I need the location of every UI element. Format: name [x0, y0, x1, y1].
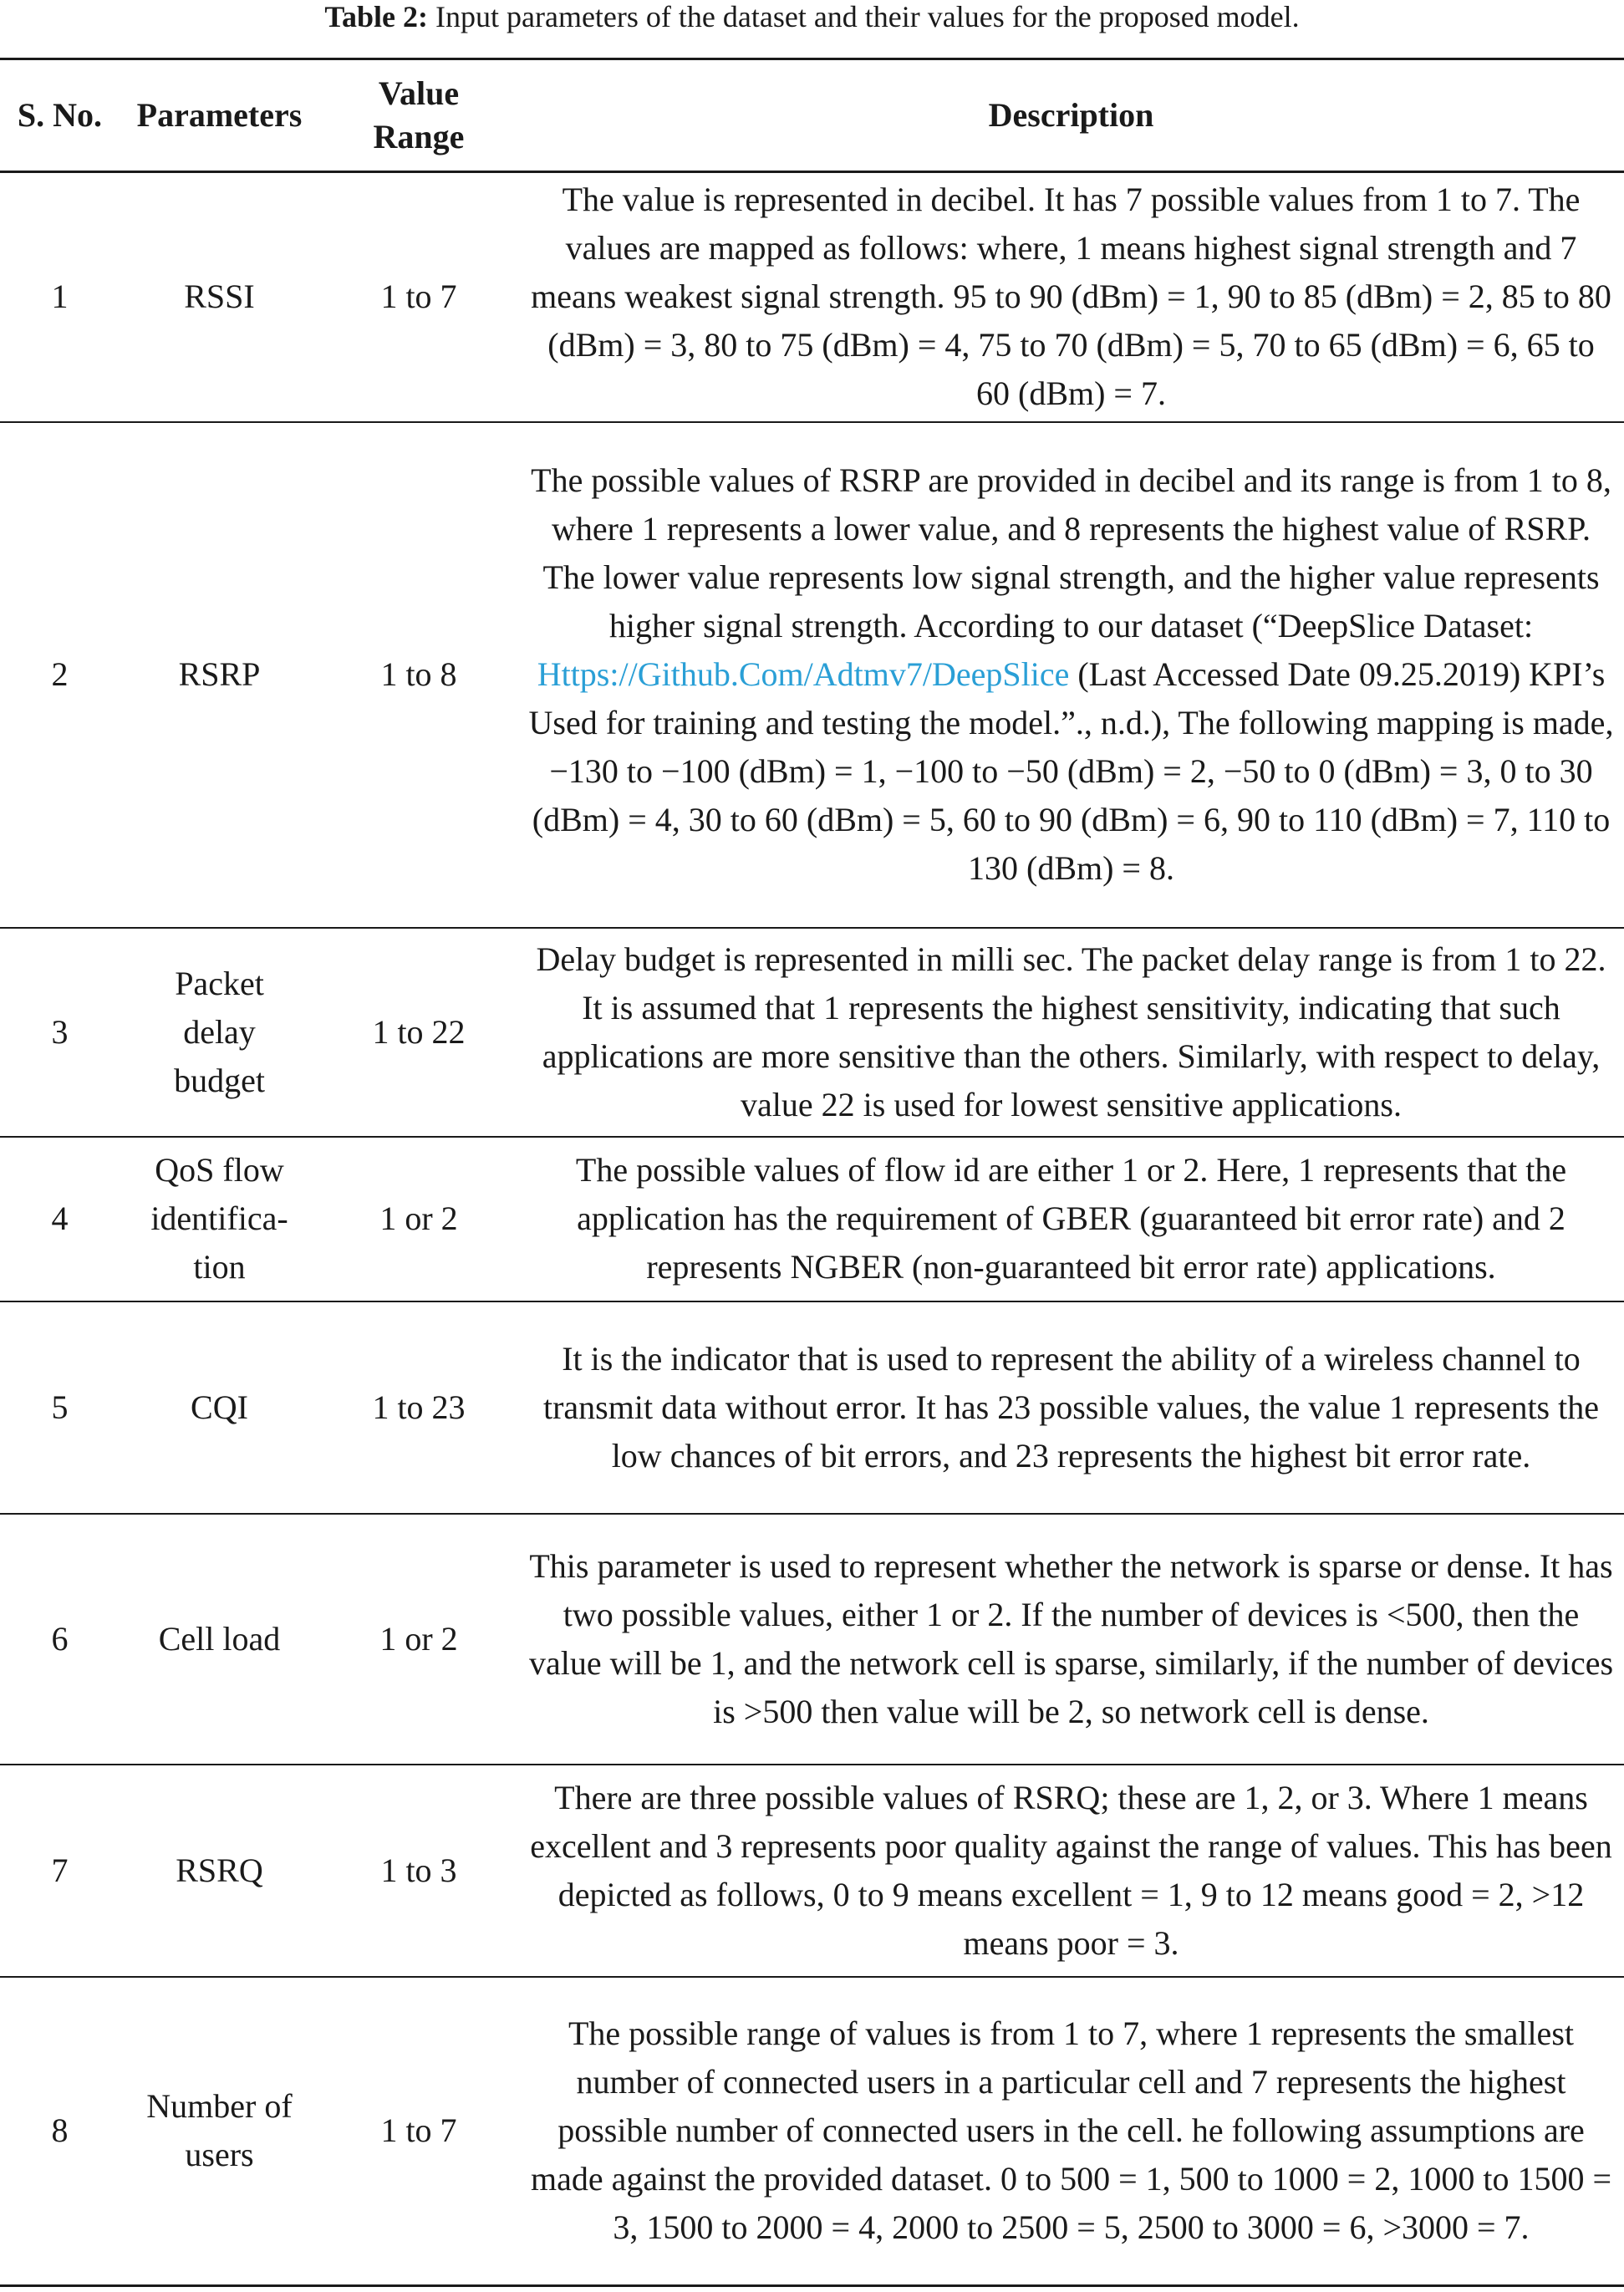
row-description: Delay budget is represented in milli sec. The packet delay range is from 1 to 22. It is assumed that 1 represents the highest sensitivity, indicating that such applications are more sensitive than the others. Similarly, with respect to delay, value 22 is used for lowest sensitive applications. — [536, 940, 1606, 1123]
row-parameter: QoS flow identifica-tion — [150, 1151, 288, 1286]
header-parameters: Parameters — [136, 96, 303, 134]
header-description: Description — [988, 96, 1154, 134]
row-sno: 7 — [51, 1851, 69, 1889]
row-description: The possible range of values is from 1 to 7, where 1 represents the smallest number of connected users in a particular cell and 7 represents the highest possible number of connected users in the cell. he following assumptions are made against the provided dataset. 0 to 500 = 1, 500 to 1000 = 2, 1000 to 1500 = 3, 1500 to 2000 = 4, 2000 to 2500 = 5, 2500 to 3000 = 6, >3000 = 7. — [530, 2014, 1612, 2247]
header-sno: S. No. — [17, 96, 103, 134]
row-parameter: RSSI — [184, 278, 255, 316]
dataset-link[interactable]: Https://Github.Com/Adtmv7/DeepSlice — [537, 655, 1070, 693]
row-sno: 4 — [51, 1199, 69, 1237]
row-parameter: RSRQ — [176, 1851, 263, 1889]
row-sno: 5 — [51, 1388, 69, 1426]
row-value-range: 1 to 23 — [372, 1388, 466, 1426]
table-header-row — [0, 59, 1624, 172]
row-value-range: 1 to 22 — [372, 1012, 466, 1051]
table-row — [0, 1977, 1624, 2286]
row-sno: 8 — [51, 2111, 69, 2150]
row-parameter: CQI — [191, 1388, 248, 1426]
row-value-range: 1 to 7 — [380, 278, 457, 316]
row-parameter: Number of users — [146, 2087, 293, 2174]
row-description-text: The possible values of RSRP are provided in decibel and its range is from 1 to 8, where 1 represents a lower value, and 8 represents the highest value of RSRP. The lower value represents low signal strength, and the higher value represents higher signal strength. According to our dataset (“DeepSlice Dataset: — [531, 461, 1611, 644]
row-value-range: 1 to 7 — [380, 2111, 457, 2150]
table-caption-text: Input parameters of the dataset and their values for the proposed model. — [428, 0, 1300, 33]
row-description: This parameter is used to represent whether the network is sparse or dense. It has two possible values, either 1 or 2. If the number of devices is <500, then the value will be 1, and the network cell is sparse, similarly, if the number of devices is >500 then value will be 2, so network cell is dense. — [528, 1546, 1614, 1730]
row-sno: 1 — [51, 278, 69, 316]
table-row — [0, 928, 1624, 1137]
row-description: The possible values of flow id are either 1 or 2. Here, 1 represents that the application has the requirement of GBER (guaranteed bit error rate) and 2 represents NGBER (non-guaranteed bit error rate) applications. — [575, 1151, 1567, 1286]
row-value-range: 1 or 2 — [379, 1619, 458, 1658]
table-caption-label: Table 2: — [324, 0, 429, 33]
table-caption — [0, 0, 1624, 33]
row-description-text: (Last Accessed Date 09.25.2019) KPI’s Used for training and testing the model.”., n.d.), The following mapping is made, −130 to −100 (dBm) = 1, −100 to −50 (dBm) = 2, −50 to 0 (dBm) = 3, 0 to 30 (dBm) = 4, 30 to 60 (dBm) = 5, 60 to 90 (dBm) = 6, 90 to 110 (dBm) = 7, 110 to 130 (dBm) = 8. — [528, 655, 1614, 887]
header-value-range: Value Range — [373, 74, 465, 155]
row-sno: 6 — [51, 1619, 69, 1658]
table-row — [0, 422, 1624, 928]
row-parameter: Cell load — [158, 1619, 281, 1658]
row-parameter: Packet delay budget — [174, 964, 265, 1099]
row-description: It is the indicator that is used to represent the ability of a wireless channel to transmit data without error. It has 23 possible values, the value 1 represents the low chances of bit errors, and 23 represents the highest bit error rate. — [542, 1339, 1599, 1475]
row-sno: 2 — [51, 655, 69, 693]
row-description: The value is represented in decibel. It has 7 possible values from 1 to 7. The values are mapped as follows: where, 1 means highest signal strength and 7 means weakest signal strength. 95 to 90 (dBm) = 1, 90 to 85 (dBm) = 2, 85 to 80 (dBm) = 3, 80 to 75 (dBm) = 4, 75 to 70 (dBm) = 5, 70 to 65 (dBm) = 6, 65 to 60 (dBm) = 7. — [531, 181, 1611, 413]
table-row — [0, 1765, 1624, 1977]
table-row — [0, 1301, 1624, 1514]
row-description — [518, 422, 1624, 928]
table-row — [0, 1514, 1624, 1765]
parameters-table — [0, 58, 1624, 2287]
row-description: There are three possible values of RSRQ; these are 1, 2, or 3. Where 1 means excellent and 3 represents poor quality against the range of values. This has been depicted as follows, 0 to 9 means excellent = 1, 9 to 12 means good = 2, >12 means poor = 3. — [530, 1778, 1612, 1962]
row-value-range: 1 or 2 — [379, 1199, 458, 1237]
table-row — [0, 1137, 1624, 1301]
row-sno: 3 — [51, 1012, 69, 1051]
table-row — [0, 172, 1624, 422]
row-value-range: 1 to 3 — [380, 1851, 457, 1889]
row-parameter: RSRP — [178, 655, 261, 693]
row-value-range: 1 to 8 — [380, 655, 457, 693]
